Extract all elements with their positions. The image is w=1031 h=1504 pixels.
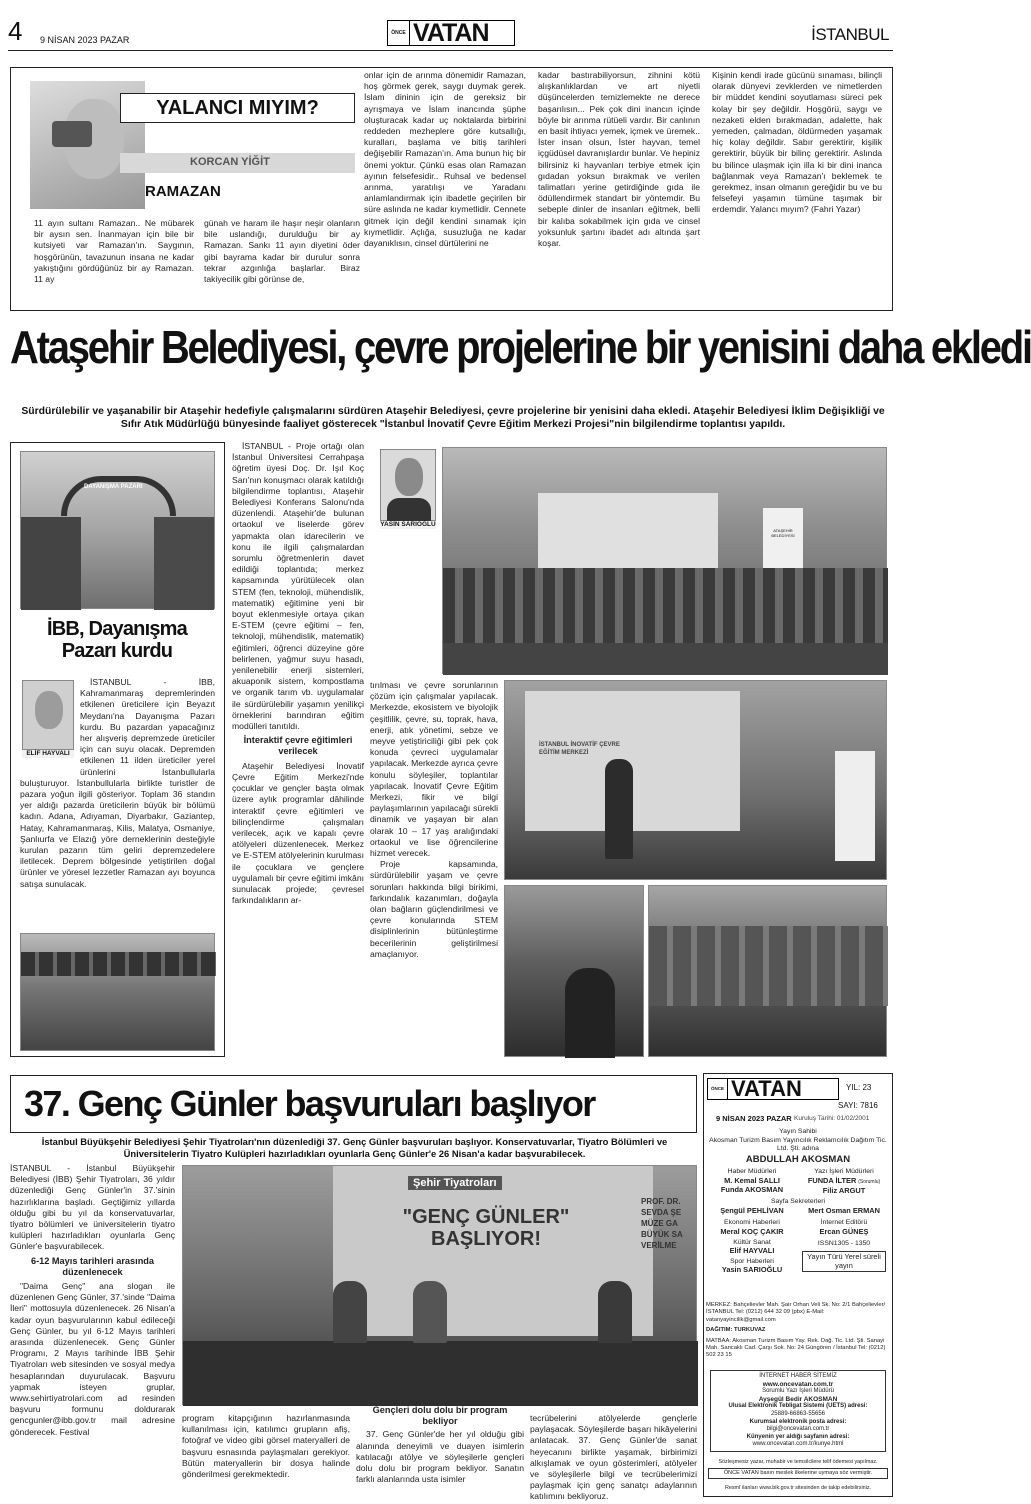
- web-box: [710, 1370, 886, 1452]
- stage-banner: ATAŞEHİR BELEDİYESİ: [763, 508, 803, 588]
- bottom-headline: 37. Genç Günler başvuruları başlıyor: [24, 1083, 595, 1124]
- stage-title: "GENÇ GÜNLER" BAŞLIYOR!: [402, 1206, 570, 1250]
- culture-label: Kültür Sanat: [733, 1238, 771, 1246]
- editor-mgr-label: Yazı İşleri Müdürleri: [814, 1168, 874, 1176]
- speaker-photo: [504, 680, 887, 880]
- web-url: www.oncevatan.com.tr: [762, 1380, 834, 1388]
- panelist-1: [333, 1281, 367, 1343]
- culture-name: Elif HAYVALI: [729, 1246, 775, 1256]
- main-col-1-text: İSTANBUL - Proje ortağı olan İstanbul Üniversitesi Cerrahpaşa öğretim üyesi Doç. Dr. Işıl Koç Sarı'nın konuşmacı olarak katıldığı bilgilendirme toplantısı, Ataşehir Belediyesi Konferans Salonu'nda düzenlendi. Ataşehir'de bulunan ortaokul ve liselerde görev yapmakta olan idarecilerin ve konu ile ilgili çalışmalardan sorumlu öğretmenlerin davet edildiği toplantıda; merkez kapsamında yürütülecek olan STEM (fen, teknoloji, mühendislik, matematik) eğitimine yeni bir boyut eklenmesiyle ortaya çıkan E-STEM (çevre eğitimi – fen, teknoloji, mühendislik, matematik) eğitimleri, öğrenci düzeyine göre belirlenen, yağmur suyu hasadı, yenilenebilir enerji sistemleri, akuaponik sistem, kompostlama ve organik tarım vb. uygulamalar ile sürdürülebilir yaşamın yenilikçi örneklerini barındıran eğitim modülleri tanıtıldı.: [232, 441, 364, 732]
- main-subhead: İnteraktif çevre eğitimleri verilecek: [243, 735, 353, 757]
- column-text-5: Kişinin kendi irade gücünü sınaması, bilinçli olarak dünyevi zevklerden ve nimetlerden bir müddet kendini soyutlaması süreci pek kolay bir şey değildir. Hoşgörü, saygı ve nezaketi elden bırakmadan, adalette, hak yemeden, çalmadan, öldürmeden yaşamak hiç kolay değildir. Sabır gerektirir, kişilik gerektirir, büyük bir bilinç gerektirir. Aslında bu bilince ulaşmak için illa ki bir dini inanca bağlanmak veya Ramazan'ı beklemek te gerekmez, insan olmanın gereğidir bu ve bu felsefeyi yaşamın tümüne taşımak bir erdemdir. Yalancı mıyım? (Fahri Yazar): [712, 70, 882, 215]
- editor-mgr-2: Filiz ARGUT: [822, 1185, 866, 1195]
- bottom-lede: İstanbul Büyükşehir Belediyesi Şehir Tiyatroları'nın düzenlediği 37. Genç Günler başvuruları başlıyor. Konservatuvarlar, Tiyatro Bölümleri ve Üniversitelerin Tiyatro Kulüpleri hazırladıkları oyunlarla Genç Günler'e 26 Nisan'a kadar başvurabilecek.: [41, 1136, 668, 1159]
- bottom-col-1-text: İSTANBUL - İstanbul Büyükşehir Belediyesi (İBB) Şehir Tiyatroları, 36 yıldır düzenlediği Genç Günler'in 37.'sinin hazırlıklarına başladı. Geçtiğimiz yıllarda olduğu gibi bu yıl da konservatuvarlar, tiyatro bölümleri ve üniversitelerin tiyatro kulüpleri hazırladıkları oyunlarla Genç Günler'e başvurabilecek.: [10, 1163, 175, 1252]
- sports-label: Spor Haberleri: [730, 1257, 774, 1265]
- owner-label: Yayın Sahibi: [779, 1128, 817, 1135]
- page-sec-1: Şengül PEHLİVAN: [720, 1205, 784, 1215]
- seats-row: [443, 643, 888, 675]
- center-address: MERKEZ: Bahçelievler Mah. Şair Orhan Veli Sk. No: 2/1 Bahçelievler/İSTANBUL Tel: (0212) 644 32 09 (pbx) E-Mail: vatanyayincilik@gmail.com: [706, 1302, 886, 1323]
- group-photo: [442, 447, 887, 674]
- issn: ISSN1305 - 1350: [817, 1239, 871, 1247]
- editor-mgr-1: FUNDA İLTER: [807, 1175, 857, 1185]
- bottom-col-1: [10, 1163, 175, 1498]
- kunye-addresses: [706, 1302, 890, 1360]
- market-arch: [61, 476, 176, 516]
- imprint-label: Künyenin yer aldığı sayfanın adresi:: [746, 1433, 850, 1440]
- page-sec-label: Sayfa Sekreterleri: [770, 1198, 826, 1206]
- news-mgr-2: Funda AKOSMAN: [720, 1184, 784, 1194]
- masthead-logo: [387, 20, 515, 46]
- internet-name: Ercan GÜNEŞ: [819, 1226, 869, 1236]
- main-col-2-text: tırılması ve çevre sorunlarının çözüm için çalışmalar yapılacak. Merkezde, ekosistem ve biyolojik çeşitlilik, çevre, su, toprak, hava, enerji, atık yönetimi, sebze ve meyve yetiştiriciliği gibi pek çok konuda çevreci uygulamalar yapılacak. Merkezde ayrıca çevre konulu söyleşiler, toplantılar yapılacak. İnovatif Çevre Eğitim Merkezi, fikir ve bilgi paylaşımlarının yapılacağı sürekli dinamik ve yaşayan bir alan olarak 10 – 17 yaş aralığındaki ortaokul ve lise öğrencilerine hizmet verecek.: [370, 680, 499, 859]
- econ-label: Ekonomi Haberleri: [724, 1219, 780, 1227]
- kunye-date: 9 NİSAN 2023 PAZAR: [716, 1114, 792, 1123]
- column-text-4: kadar bastırabiliyorsun, zihnini kötü alışkanlıklardan ve art niyetli düşüncelerden temizlemekte ne derece başarılısın... Pek çok dini inancın içinde böyle bir arınma rütüeli vardır. Bir canlının en basit ihtiyacı yemek, içmek ve üremek.. İster insan olsun, İster hayvan, temel içgüdüsel davranışlardır bunlar. Ve hepiniz bilirsiniz ki hayvanları terbiye etmek için gıdadan yoksun bırakmak ve verilen talimatları yerine getirdiğinde gıda ile ödüllendirmek standart bir yöntemdir. Bu sebeple dinler de insanları eğitmek, belli bir kalıba sokabilmek için gıda ve cinsel yoksunluk şartını ibadet adı altında şart koşar.: [538, 70, 700, 249]
- kunye-logo: [707, 1078, 839, 1100]
- stage-brand: Şehir Tiyatroları: [408, 1176, 502, 1190]
- kunye-founded: Kuruluş Tarihi: 01/02/2001: [794, 1115, 870, 1122]
- yasin-photo: [380, 449, 436, 521]
- market-photo: [20, 451, 215, 609]
- main-col-1b-text: Ataşehir Belediyesi İnovatif Çevre Eğitim Merkezi'nde çocuklar ve gençler başta olmak üzere aylık programlar dâhilinde interaktif çevre eğitimleri ve bilinçlendirme çalışmaları verilecek, açık ve kapalı çevre atölyeleri düzenlenecek. Merkez ve E-STEM atölyelerinin kurulması ile çocuklara ve gençlere uygulamalı bir çevre eğitimi imkânı sunulacak projede; çevresel farkındalıkların ar-: [232, 760, 364, 906]
- market-stalls-right: [154, 517, 214, 610]
- column-text-3: onlar için de arınma dönemidir Ramazan, hoş görmek gerek, saygı duymak gerek. İslam dininin için de gereksiz bir ayrışmaya ve İslam inancında şüphe oluşturacak kadar uç noktalarda birbirini reddeden mezheplere göre kutsallığı, kuralları, başlama ve bitiş tarihleri değişebilir Ramazan'ın. Ama bunun hiç bir önemi yoktur. Çünkü esas olan Ramazan ayının felsefesidir.. Ruhsal ve bedensel arınma, yaratılışı ve Yaradanı anlamlandırmak için ibadetle geçirilen bir süre aslında ne kadar kıymetlidir. Cennete gitmek için değil kendini sınamak için kıymetlidir. Açlığa, susuzluğa ne kadar dayanıklısın, cinsel dürtülerini ne: [364, 70, 526, 249]
- uets-value: 25889-66863-55656: [770, 1410, 826, 1417]
- kunye-year: YIL: 23: [846, 1083, 872, 1092]
- column-text-2: günah ve haram ile haşır neşir olanların bile uslandığı, durulduğu bir ay Ramazan. Sankı 11 ayın diyetini öder gibi bayrama kadar bir durulur sonra tekrar azgınlığa başlarlar. Biraz takiyecilik gibi görünse de,: [204, 218, 360, 285]
- sidebar-headline: İBB, Dayanışma Pazarı kurdu: [47, 618, 187, 662]
- audience-woman: [565, 968, 615, 1058]
- bottom-col-1b-text: "Daima Genç" ana slogan ile düzenlenen Genç Günler, 37.'sinde "Daima İleri" mottosuyla düzenlenecek. 26 Nisan'a kadar oyun başvurularının kabul edileceği Genç Günler, bu yıl 6-12 Mayıs tarihleri arasında düzenlenecek. Genç Günler Programı, 2 Mayıs tarihinde İBB Şehir Tiyatroları web sitesinden ve sosyal medya hesaplarından duyurulacak. Başvuru yapmak isteyen gruplar, www.sehirtiyatrolari.com ad resinden başvuru formunu doldurarak gencgunler@ibb.gov.tr mail adresine gönderecek. Festival: [10, 1281, 175, 1437]
- page-number: 4: [8, 16, 23, 46]
- bottom-col-2: program kitapçığının hazırlanmasında kullanılması için, katılımcı grupların afiş, fotoğraf ve video gibi görsel materyalleri de başvuru esnasında paylaşmaları gerekiyor. Bütün materyallerin bir dosya halinde gönderilmesi gerekmektedir.: [182, 1413, 350, 1480]
- disclaimer-2: ÖNCE VATAN basın meslek ilkelerine uymaya söz vermiştir.: [708, 1468, 888, 1479]
- panelist-2: [413, 1281, 447, 1343]
- camera-icon: [52, 121, 92, 147]
- header-rule: [8, 50, 893, 51]
- owner-company: Akosman Turizm Basım Yayıncılık Reklamcılık Dağıtım Tic. Ltd. Şti. adına: [709, 1136, 887, 1153]
- sidebar-body: [20, 677, 215, 932]
- audience-photo-1: [504, 885, 644, 1057]
- column-text-1: 11 ayın sultanı Ramazan.. Ne mübarek bir aysın sen. İnanmayan için bile bir kutsiyeti var Ramazan'ın. Saygının, hoşgörünün, tavazunun insana ne kadar yakıştığını gördüğünüz bir ay Ramazan. 11 ay: [34, 218, 194, 285]
- news-mgr-label: Haber Müdürleri: [727, 1168, 777, 1176]
- bottom-col-3: [356, 1405, 524, 1498]
- section-title: İSTANBUL: [811, 25, 889, 44]
- main-headline: Ataşehir Belediyesi, çevre projelerine bir yenisini daha ekledi: [10, 321, 1031, 373]
- column-banner: [30, 81, 360, 209]
- bottom-subhead-1: 6-12 Mayıs tarihleri arasında düzenlenecek: [30, 1255, 155, 1277]
- yasin-face: [395, 458, 423, 496]
- market-sign: DAYANIŞMA PAZARI: [84, 484, 143, 490]
- uets-label: Ulusal Elektronik Tebligat Sistemi (UETS) adresi:: [728, 1403, 868, 1410]
- stage-photo: [182, 1165, 697, 1405]
- pub-type: Yayın Türü Yerel süreli yayın: [802, 1251, 886, 1272]
- side-banner: [835, 751, 875, 861]
- sports-name: Yasin SARIOĞLU: [721, 1265, 783, 1275]
- issue-date: 9 NİSAN 2023 PAZAR: [40, 35, 130, 45]
- kunye-logo-text: VATAN: [731, 1076, 802, 1101]
- stage-side-banner: PROF. DR. SEVDA ŞE MÜZE GA BÜYÜK SA VERİLME: [641, 1197, 683, 1250]
- web-label: İNTERNET HABER SİTEMİZ: [759, 1373, 837, 1379]
- people-row: [443, 568, 888, 643]
- editor-mgr-1-note: (Sorumlu): [858, 1178, 881, 1185]
- speaker-screen-text: İSTANBUL İNOVATİF ÇEVRE EĞİTİM MERKEZİ: [539, 742, 620, 756]
- elif-caption: ELİF HAYVALI: [22, 750, 74, 758]
- panelist-3: [598, 1281, 632, 1343]
- page-sec-2: Mert Osman ERMAN: [808, 1205, 880, 1215]
- ads-note: Resmî ilanları www.bik.gov.tr sitesinden de takip edebilirsiniz.: [724, 1485, 872, 1491]
- owner-name: ABDULLAH AKOSMAN: [745, 1153, 851, 1165]
- sidebar-body-text: İSTANBUL - İBB, Kahramanmaraş depremlerinden etkilenen üreticilere için Beyazıt Meydanı'na Dayanışma Pazarı kurdu. Bu pazardan yapacağınız her alışveriş depremzede üreticiler için can suyu olacak. Depremden etkilenen 11 ilden üreticiler yerel ürünlerini İstanbullularla buluşturuyor. İstanbullularla birlikte turistler de pazara yoğun ilgili gösteriyor. Toplam 36 standın yer aldığı pazarda üreticilerin büyük bir bölümü kadın. Adana, Adıyaman, Diyarbakır, Gaziantep, Hatay, Kahramanmaraş, Kilis, Malatya, Osmaniye, Şanlıurfa ve Elazığ yöre derneklerinin desteğiyle kurulan pazarın tüm geliri depremzedelere iletilecek. Deprem bölgesinde yetiştirilen doğal ürünler ve yöresel lezzetler Ramazan ayı boyunca satışa sunulacak.: [20, 677, 215, 889]
- email-label: Kurumsal elektronik posta adresi:: [749, 1418, 847, 1425]
- bottom-col-4: tecrübelerini atölyelerde gençlerle paylaşacak. Söyleşilerde başarı hikâyelerini anlatacak. 37. Genç Günler'de sanat heyecanını birlikte yaşamak, birbirimizi alkışlamak ve oyun gösterimleri, atölyeler ve söyleşilerle bilgi ve tecrübelerimizi paylaşmak için genç sanatçı adaylarının katılımını bekliyoruz.: [530, 1413, 697, 1502]
- market-photo-2: [20, 933, 215, 1051]
- audience-seats: [649, 926, 888, 1006]
- column-title: YALANCI MIYIM?: [120, 93, 355, 123]
- web-mgr-label: Sorumlu Yazı İşleri Müdürü: [762, 1388, 834, 1395]
- stage-floor: [183, 1341, 698, 1406]
- main-lede: Sürdürülebilir ve yaşanabilir bir Ataşehir hedefiyle çalışmalarını sürdüren Ataşehir Belediyesi, çevre projelerine bir yenisini daha ekledi. Ataşehir Belediyesi İklim Değişikliği ve Sıfır Atık Müdürlüğü bünyesinde faaliyet gösterecek "İstanbul İnovatif Çevre Eğitim Merkezi Projesi"nin bilgilendirme toplantısı yapıldı.: [21, 406, 885, 430]
- column-author: KORCAN YİĞİT: [190, 156, 270, 168]
- email-value: bilgi@oncevatan.com.tr: [766, 1426, 830, 1433]
- market-stalls: [21, 517, 81, 610]
- econ-name: Meral KOÇ ÇAKIR: [720, 1226, 784, 1236]
- kunye-body: [706, 1128, 890, 1275]
- logo-text: VATAN: [413, 18, 489, 47]
- internet-label: İnternet Editörü: [820, 1219, 868, 1227]
- logo-badge: ÖNCE: [388, 21, 410, 45]
- column-topic: RAMAZAN: [145, 183, 221, 200]
- distribution: DAĞITIM: TURKUVAZ: [706, 1327, 766, 1334]
- audience-photo-2: [648, 885, 887, 1057]
- imprint-value: www.oncevatan.com.tr/kunye.html: [752, 1441, 844, 1448]
- print-address: MATBAA: Akosman Turizm Basım Yay. Rek. Dağ. Tic. Ltd. Şti. Sanayi Mah. Sancaklı Cad. Çarşı Sok. No: 24 Güngören / İstanbul Tel: (0212) 502 23 15: [706, 1337, 886, 1359]
- kunye-issue: SAYI: 7816: [838, 1101, 878, 1110]
- disclaimer: Sözleşmesiz yazar, muhabir ve temsilcilere telif ödemesi yapılmaz.: [718, 1459, 878, 1465]
- main-col-1: [232, 441, 364, 1061]
- bottom-col-3-text: 37. Genç Günler'de her yıl olduğu gibi alanında deneyimli ve duayen isimlerin katılacağı atölye ve söyleşilerle gençleri dolu dolu bir program bekliyor. Sanatın farklı alanlarında usta isimler: [356, 1429, 524, 1485]
- web-mgr: Ayşegül Bedir AKOSMAN: [758, 1395, 838, 1403]
- bottom-subhead-2: Gençleri dolu dolu bir program bekliyor: [372, 1405, 508, 1427]
- kunye-badge: ÖNCE: [708, 1079, 728, 1099]
- roof-row: [21, 952, 216, 976]
- news-mgr-1: M. Kemal SALLI: [724, 1175, 780, 1185]
- speaker-figure: [605, 759, 633, 859]
- main-col-2b-text: Proje kapsamında, sürdürülebilir yaşam ve çevre sorunları hakkında bilgi birikimi, farkındalık kazanımları, doğayla olan bağların güçlendirilmesi ve çevre konularında STEM disiplinlerinin bütünleştirme becerilerinin geliştirilmesi amaçlanıyor.: [370, 859, 498, 959]
- main-col-2: [370, 680, 498, 1060]
- yasin-caption: YASİN SARIOĞLU: [380, 521, 436, 528]
